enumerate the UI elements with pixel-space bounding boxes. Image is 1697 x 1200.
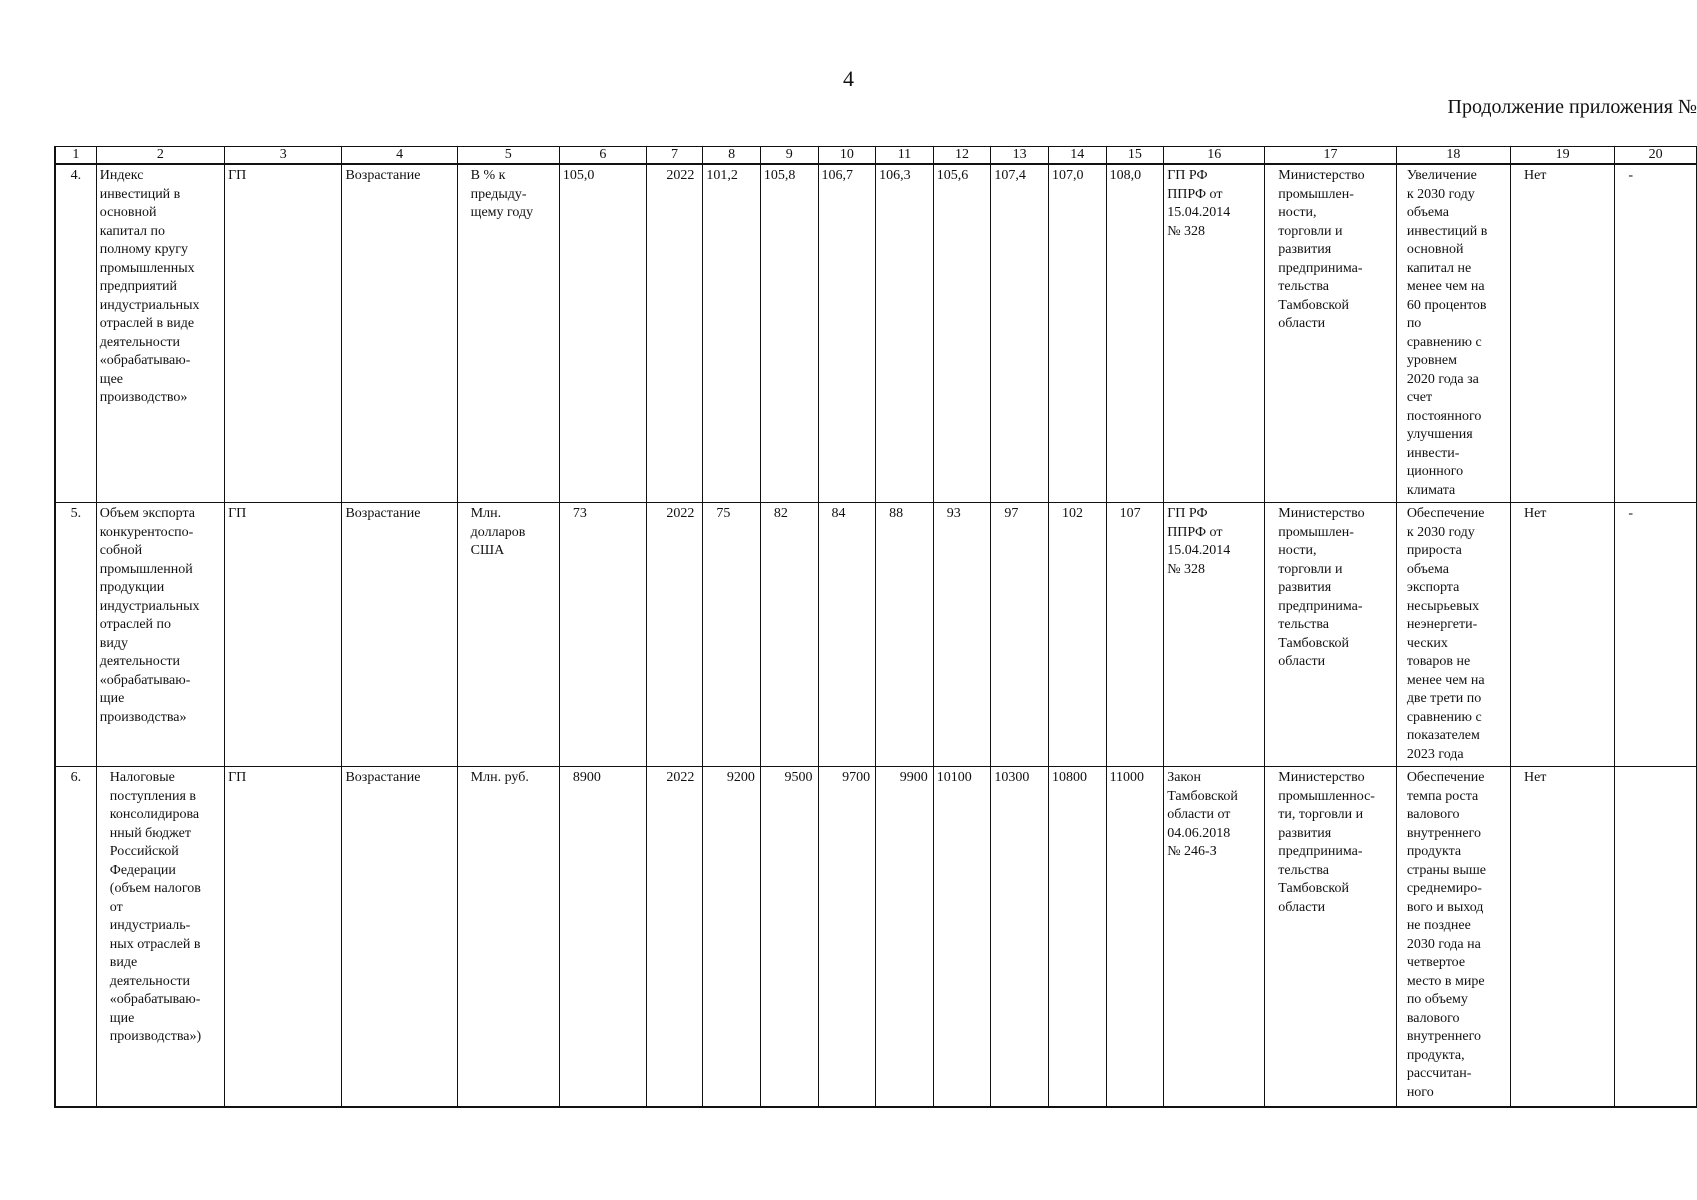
column-19-value: Нет: [1510, 503, 1614, 767]
responsible-body: Министерство промышлен- ности, торговли и развития предпринима- тельства Тамбовской области: [1265, 164, 1397, 503]
target-value: 75: [703, 503, 761, 767]
indicator-direction: Возрастание: [342, 164, 457, 503]
target-value: 106,7: [818, 164, 876, 503]
responsible-body: Министерство промышлен- ности, торговли и развития предпринима- тельства Тамбовской области: [1265, 503, 1397, 767]
column-header: 13: [991, 147, 1049, 165]
base-year: 2022: [646, 164, 703, 503]
national-goal: Обеспечение темпа роста валового внутреннего продукта страны выше среднемиро- вого и выход не позднее 2030 года на четвертое место в мире по объему валового внутреннего продукта, рассчитан- ного: [1396, 767, 1510, 1107]
column-header: 14: [1048, 147, 1106, 165]
indicator-source: ГП: [225, 767, 342, 1107]
column-19-value: Нет: [1510, 164, 1614, 503]
target-value: 84: [818, 503, 876, 767]
target-value: 9700: [818, 767, 876, 1107]
target-value: 10800: [1048, 767, 1106, 1107]
indicator-unit: Млн. руб.: [457, 767, 559, 1107]
column-header: 7: [646, 147, 703, 165]
target-value: 88: [876, 503, 934, 767]
column-header: 2: [96, 147, 224, 165]
column-header: 16: [1164, 147, 1265, 165]
target-value: 10300: [991, 767, 1049, 1107]
indicator-name: Индекс инвестиций в основной капитал по полному кругу промышленных предприятий индустриальных отраслей в виде деятельности «обрабатываю- щее производство»: [96, 164, 224, 503]
column-19-value: Нет: [1510, 767, 1614, 1107]
target-value: 107: [1106, 503, 1164, 767]
base-value: 8900: [559, 767, 646, 1107]
row-number: 5.: [55, 503, 96, 767]
table-row: [55, 767, 1697, 1107]
continuation-heading: Продолжение приложения №: [1447, 96, 1697, 118]
target-value: 93: [933, 503, 991, 767]
row-number: 6.: [55, 767, 96, 1107]
column-header: 18: [1396, 147, 1510, 165]
legal-document: Закон Тамбовской области от 04.06.2018 № 246-З: [1164, 767, 1265, 1107]
column-header: 10: [818, 147, 876, 165]
column-header: 15: [1106, 147, 1164, 165]
target-value: 82: [760, 503, 818, 767]
base-value: 73: [559, 503, 646, 767]
column-header: 17: [1265, 147, 1397, 165]
table-row: [55, 503, 1697, 767]
base-year: 2022: [646, 503, 703, 767]
target-value: 105,8: [760, 164, 818, 503]
target-value: 101,2: [703, 164, 761, 503]
target-value: 9200: [703, 767, 761, 1107]
target-value: 107,4: [991, 164, 1049, 503]
column-header: 8: [703, 147, 761, 165]
target-value: 107,0: [1048, 164, 1106, 503]
legal-document: ГП РФ ППРФ от 15.04.2014 № 328: [1164, 164, 1265, 503]
base-year: 2022: [646, 767, 703, 1107]
column-header: 9: [760, 147, 818, 165]
target-value: 97: [991, 503, 1049, 767]
column-header: 20: [1615, 147, 1697, 165]
target-value: 9900: [876, 767, 934, 1107]
column-20-value: -: [1615, 164, 1697, 503]
indicators-table-container: [54, 146, 1697, 1104]
column-header: 12: [933, 147, 991, 165]
indicator-source: ГП: [225, 164, 342, 503]
target-value: 108,0: [1106, 164, 1164, 503]
legal-document: ГП РФ ППРФ от 15.04.2014 № 328: [1164, 503, 1265, 767]
target-value: 105,6: [933, 164, 991, 503]
column-20-value: -: [1615, 503, 1697, 767]
row-number: 4.: [55, 164, 96, 503]
target-value: 106,3: [876, 164, 934, 503]
column-header: 5: [457, 147, 559, 165]
indicator-name: Объем экспорта конкурентоспо- собной промышленной продукции индустриальных отраслей по виду деятельности «обрабатываю- щие производства»: [96, 503, 224, 767]
column-header: 1: [55, 147, 96, 165]
column-20-value: [1615, 767, 1697, 1107]
national-goal: Обеспечение к 2030 году прироста объема экспорта несырьевых неэнергети- ческих товаров не менее чем на две трети по сравнению с показателем 2023 года: [1396, 503, 1510, 767]
indicator-direction: Возрастание: [342, 503, 457, 767]
indicators-table: [54, 146, 1697, 1108]
column-number-row: [55, 147, 1697, 165]
base-value: 105,0: [559, 164, 646, 503]
target-value: 102: [1048, 503, 1106, 767]
column-header: 3: [225, 147, 342, 165]
column-header: 4: [342, 147, 457, 165]
indicator-unit: В % к предыду- щему году: [457, 164, 559, 503]
indicator-unit: Млн. долларов США: [457, 503, 559, 767]
national-goal: Увеличение к 2030 году объема инвестиций в основной капитал не менее чем на 60 процентов по сравнению с уровнем 2020 года за счет постоянного улучшения инвести- ционного климата: [1396, 164, 1510, 503]
indicator-name: Налоговые поступления в консолидирова нный бюджет Российской Федерации (объем налогов от индустриаль- ных отраслей в виде деятельности «обрабатываю- щие производства»): [96, 767, 224, 1107]
target-value: 9500: [760, 767, 818, 1107]
page-number: 4: [843, 66, 854, 91]
target-value: 10100: [933, 767, 991, 1107]
target-value: 11000: [1106, 767, 1164, 1107]
indicator-source: ГП: [225, 503, 342, 767]
table-row: [55, 164, 1697, 503]
column-header: 6: [559, 147, 646, 165]
column-header: 19: [1510, 147, 1614, 165]
indicator-direction: Возрастание: [342, 767, 457, 1107]
responsible-body: Министерство промышленнос- ти, торговли и развития предпринима- тельства Тамбовской области: [1265, 767, 1397, 1107]
column-header: 11: [876, 147, 934, 165]
